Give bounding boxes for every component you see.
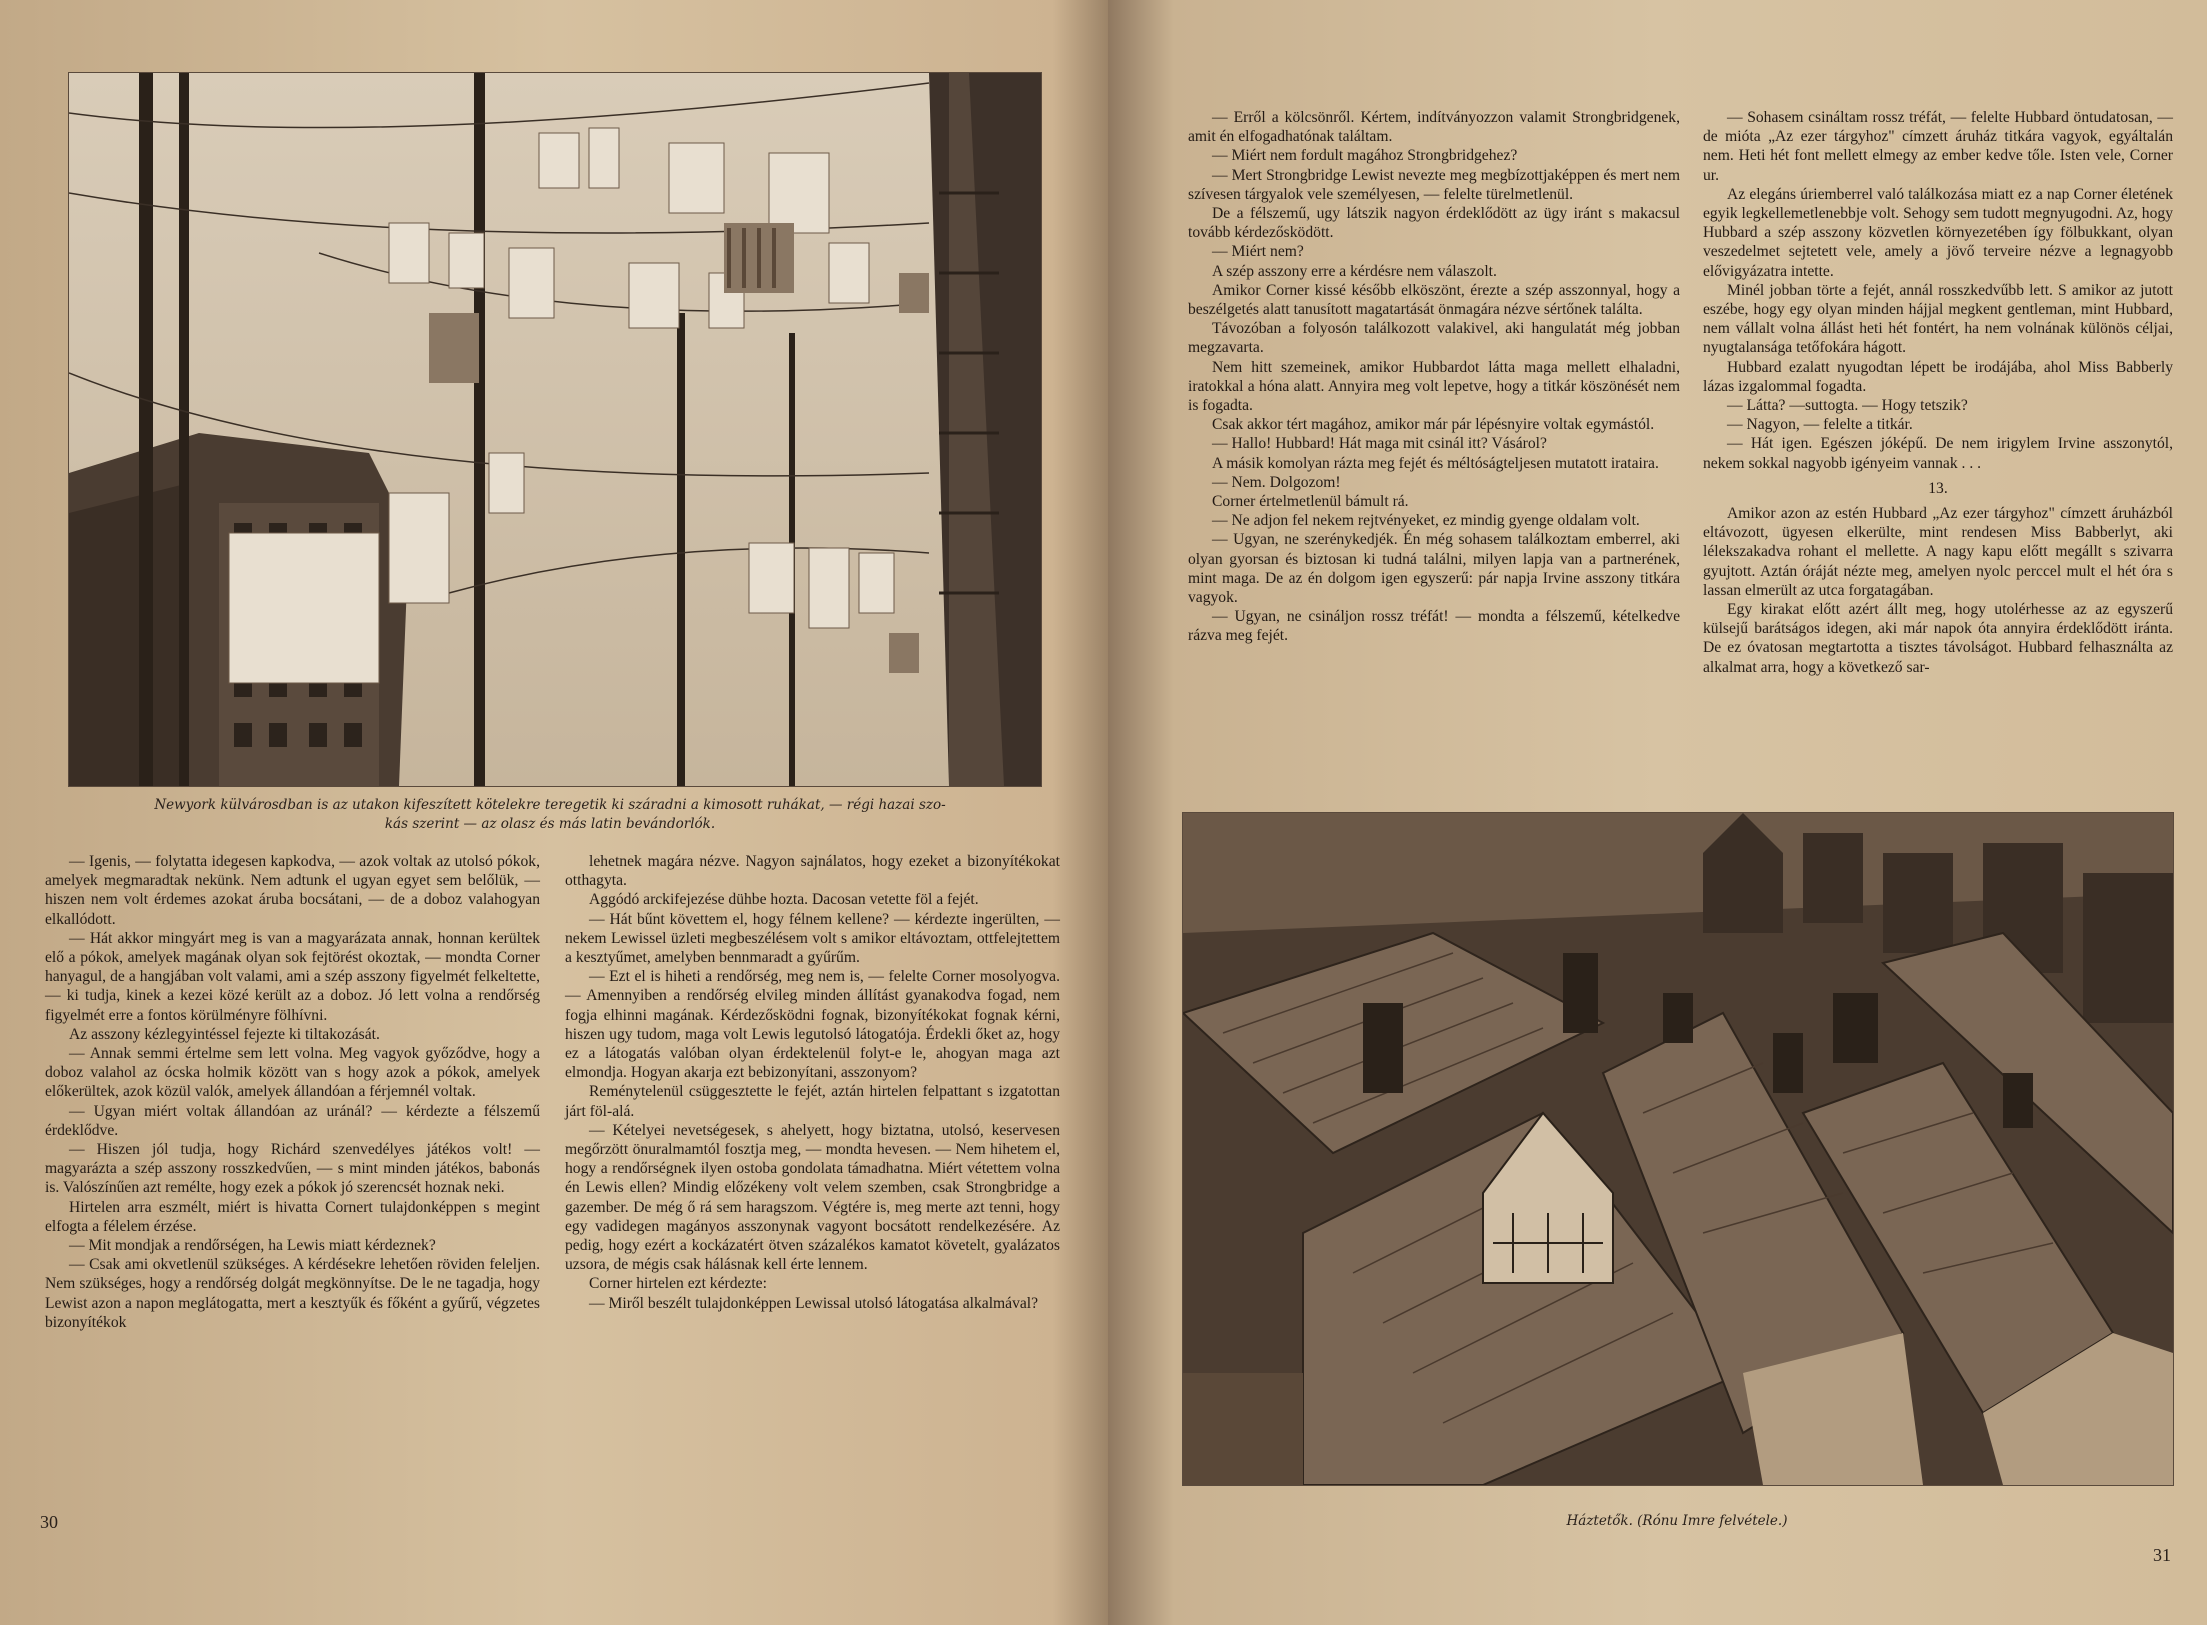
laundry-photo xyxy=(68,72,1042,787)
laundry-photo-caption xyxy=(40,796,1060,834)
paragraph: Hirtelen arra eszmélt, miért is hivatta Cornert tulajdonképpen s megint elfogta a félelem érzése. xyxy=(45,1198,540,1235)
paragraph: — Igenis, — folytatta idegesen kapkodva, — azok voltak az utolsó pókok, amelyek megmaradtak nekünk. Nem adtunk el ugyan egyet sem belőlük, — hiszen nem volt érdemes azokat áruba bocsátani, — de a doboz valahogyan elkallódott. xyxy=(45,853,540,928)
paragraph: — Nagyon, — felelte a titkár. xyxy=(1727,416,1913,434)
paragraph: Nem hitt szemeinek, amikor Hubbardot látta maga mellett elhaladni, iratokkal a hóna alatt. Annyira meg volt lepetve, hogy a titkár köszönését nem is fogadta. xyxy=(1188,358,1680,415)
paragraph: Reménytelenül csüggesztette le fejét, aztán hirtelen felpattant s izgatottan járt föl-alá. xyxy=(565,1083,1060,1120)
paragraph: — Mit mondjak a rendőrségen, ha Lewis miatt kérdeznek? xyxy=(69,1237,436,1255)
rooftops-photo xyxy=(1182,812,2174,1486)
paragraph: Hubbard ezalatt nyugodtan lépett be irodájába, ahol Miss Babberly lázas izgalommal fogadta. xyxy=(1703,358,2173,395)
paragraph: — Miért nem fordult magához Strongbridgehez? xyxy=(1212,147,1518,165)
paragraph: — Ugyan, ne csináljon rossz tréfát! — mondta a félszemű, kételkedve rázva meg fejét. xyxy=(1188,608,1680,645)
paragraph: — Miről beszélt tulajdonképpen Lewissal utolsó látogatása alkalmával? xyxy=(589,1294,1039,1312)
caption-line-1: Newyork külvárosdban is az utakon kifeszített kötelekre teregetik ki száradni a kimosott ruhákat, — régi hazai szo- xyxy=(154,797,946,813)
paragraph: — Annak semmi értelme sem lett volna. Meg vagyok győződve, hogy a doboz valahol az ócska holmik között van s hogy azok a pókok, amelyek előkerültek, azok közül valók, amelyek állandóan a férjemnél voltak. xyxy=(45,1045,540,1101)
paragraph: Az elegáns úriemberrel való találkozása miatt ez a nap Corner életének egyik legkellemetlenebbje volt. Sehogy sem tudott megnyugodni. Az, hogy Hubbard a szép asszony közvetlen környezetében így fölbukkant, olyan veszedelmet sejtetett vele, amely a jövő terveire nézve a legnagyobb elővigyázatra intette. xyxy=(1703,185,2173,280)
right-column-2 xyxy=(1703,108,2173,677)
right-page xyxy=(1108,0,2207,1625)
paragraph: Minél jobban törte a fejét, annál rosszkedvűbb lett. S amikor az jutott eszébe, hogy egy olyan minden hájjal megkent gentleman, mint Hubbard, nem vállalt volna állást heti hét fontért, ha nem volnának különös céljai, nyugtalansága tetőfokára hágott. xyxy=(1703,281,2173,357)
paragraph: Corner értelmetlenül bámult rá. xyxy=(1212,493,1409,511)
paragraph: De a félszemű, ugy látszik nagyon érdeklődött az ügy iránt s makacsul tovább kérdezősködött. xyxy=(1188,205,1680,242)
paragraph: — Hát akkor mingyárt meg is van a magyarázata annak, honnan kerültek elő a pókok, amelyek magának olyan sok fejtörést okoztak, — mondta Corner hanyagul, de a hangjában volt valami, ami a szép asszony figyelmét felkeltette, — ki tudja, kinek a kezei közé került az a doboz. Jó lett volna a rendőrség figyelmét erre a fontos körülményre fölhívni. xyxy=(45,929,540,1024)
paragraph: — Hát bűnt követtem el, hogy félnem kellene? — kérdezte ingerülten, — nekem Lewissel üzleti megbeszélésem volt s amikor eltávoztam, ottfelejtettem a kesztyűmet, amelyben bennmaradt a gyűrűm. xyxy=(565,910,1060,967)
paragraph: — Hát igen. Egészen jóképű. De nem irigylem Irvine asszonytól, nekem sokkal nagyobb igényeim vannak . . . xyxy=(1703,435,2173,472)
paragraph: — Ugyan, ne szerénykedjék. Én még sohasem találkoztam emberrel, aki olyan gyorsan és biztosan ki tudná találni, milyen lapja van a partnerének, mint maga. De az én dolgom igen egyszerű: pár napja Irvine asszony titkára vagyok. xyxy=(1188,531,1680,607)
paragraph: — Látta? —suttogta. — Hogy tetszik? xyxy=(1727,397,1968,415)
paragraph: Corner hirtelen ezt kérdezte: xyxy=(589,1275,767,1293)
paragraph: — Nem. Dolgozom! xyxy=(1212,473,1341,491)
paragraph: Az asszony kézlegyintéssel fejezte ki tiltakozását. xyxy=(69,1025,380,1043)
paragraph: — Mert Strongbridge Lewist nevezte meg megbízottjaképpen és mert nem szívesen tárgyalok vele személyesen, — felelte türelmetlenül. xyxy=(1188,166,1680,203)
paragraph: lehetnek magára nézve. Nagyon sajnálatos, hogy ezeket a bizonyítékokat otthagyta. xyxy=(565,853,1060,890)
right-column-1 xyxy=(1188,108,1680,646)
paragraph: Egy kirakat előtt azért állt meg, hogy utolérhesse az az egyszerű külsejű barátságos idegen, aki már napok óta annyira érdeklődött iránta. De ez óvatosan megtartotta a tisztes távolságot. Hubbard felhasználta az alkalmat arra, hogy a következő sar- xyxy=(1703,601,2173,676)
left-column-2 xyxy=(565,852,1060,1313)
paragraph: — Miért nem? xyxy=(1212,243,1304,261)
paragraph: Aggódó arckifejezése dühbe hozta. Dacosan vetette föl a fejét. xyxy=(589,891,979,909)
paragraph: — Kételyei nevetségesek, s ahelyett, hogy biztatna, utolsó, keservesen megőrzött önuralmamtól fosztja meg, — mondta hevesen. — Nem hihetem el, hogy a rendőrségnek ilyen ostoba gondolata támadhatna. Miért vétettem volna én Lewis ellen? Mindig előzékeny volt velem szemben, csak Strongbridge a gazember. De még ő rá sem haragszom. Végtére is, meg merte azt tenni, hogy egy vadidegen magányos asszonynak vagyont bocsátott rendelkezésére. Az pedig, hogy ezért a kockázatért ötven százalékos kamatot követelt, gyalázatos uzsora, de mégis csak hálásnak kell érte lennem. xyxy=(565,1121,1060,1274)
paragraph: Amikor Corner kissé később elköszönt, érezte a szép asszonnyal, hogy a beszélgetés alatt tanusított magatartását önmagára nézve sértőnek találta. xyxy=(1188,281,1680,319)
rooftops-photo-caption: Háztetők. (Rónu Imre felvétele.) xyxy=(1566,1513,1788,1529)
chapter-number: 13. xyxy=(1928,479,1948,497)
left-column-1 xyxy=(45,852,540,1332)
paragraph: Csak akkor tért magához, amikor már pár lépésnyire voltak egymástól. xyxy=(1212,416,1655,434)
paragraph: — Hallo! Hubbard! Hát maga mit csinál itt? Vásárol? xyxy=(1212,435,1547,453)
page-number-right: 31 xyxy=(2153,1545,2171,1565)
paragraph: — Erről a kölcsönről. Kértem, indítványozzon valamit Strongbridgenek, amit én elfogadhatónak találtam. xyxy=(1188,109,1680,146)
paragraph: Amikor azon az estén Hubbard „Az ezer tárgyhoz" címzett áruházból eltávozott, ügyesen elkerülte, mint rendesen Miss Babberlyt, aki lélekszakadva rohant el mellette. A nagy kapu előtt megállt s szivarra gyujtott. Aztán óráját nézte meg, amelyen nyolc perccel mult el hét óra s lassan elmerült az utca forgatagában. xyxy=(1703,505,2173,599)
page-number-left: 30 xyxy=(40,1512,58,1532)
paragraph: — Ne adjon fel nekem rejtvényeket, ez mindig gyenge oldalam volt. xyxy=(1212,512,1640,530)
paragraph: Távozóban a folyosón találkozott valakivel, aki hangulatát még jobban megzavarta. xyxy=(1188,320,1680,357)
paragraph: — Csak ami okvetlenül szükséges. A kérdésekre lehetően röviden feleljen. Nem szükséges, hogy a rendőrség dolgát megkönnyítse. De le ne tagadja, hogy Lewist azon a napon meglátogatta, mert a kesztyűk és főként a gyűrű, végzetes bizonyítékok xyxy=(45,1256,540,1331)
paragraph: — Hiszen jól tudja, hogy Richárd szenvedélyes játékos volt! — magyarázta a szép asszony rosszkedvűen, — s mint minden játékos, babonás is. Valószínűen azt remélte, hogy ezek a pókok jó szerencsét hoznak neki. xyxy=(45,1141,540,1197)
paragraph: A másik komolyan rázta meg fejét és méltóságteljesen mutatott irataira. xyxy=(1212,454,1659,472)
paragraph: — Sohasem csináltam rossz tréfát, — felelte Hubbard öntudatosan, — de mióta „Az ezer tárgyhoz" címzett áruház titkára vagyok, egyáltalán nem. Heti hét font mellett elmegy az ember kedve tőle. Isten vele, Corner ur. xyxy=(1703,109,2173,184)
paragraph: A szép asszony erre a kérdésre nem válaszolt. xyxy=(1212,262,1497,280)
paragraph: — Ezt el is hiheti a rendőrség, meg nem is, — felelte Corner mosolyogva. — Amennyiben a rendőrség elvileg minden állítást gyanakodva fogad, nem fogja elhinni magának. Kérdezősködni fognak, bizonyítékokat fognak kérni, hiszen ugy tudom, maga volt Lewis legutolsó látogatója. Érdekli őket az, hogy ez a látogatás valóban olyan érdektelenül folyt-e le, ahogyan maga azt elmondja. Hogyan akarja ezt bebizonyítani, asszonyom? xyxy=(565,968,1060,1082)
paragraph: — Ugyan miért voltak állandóan az uránál? — kérdezte a félszemű érdeklődve. xyxy=(45,1102,540,1139)
caption-line-2: kás szerint — az olasz és más latin bevándorlók. xyxy=(384,816,716,832)
